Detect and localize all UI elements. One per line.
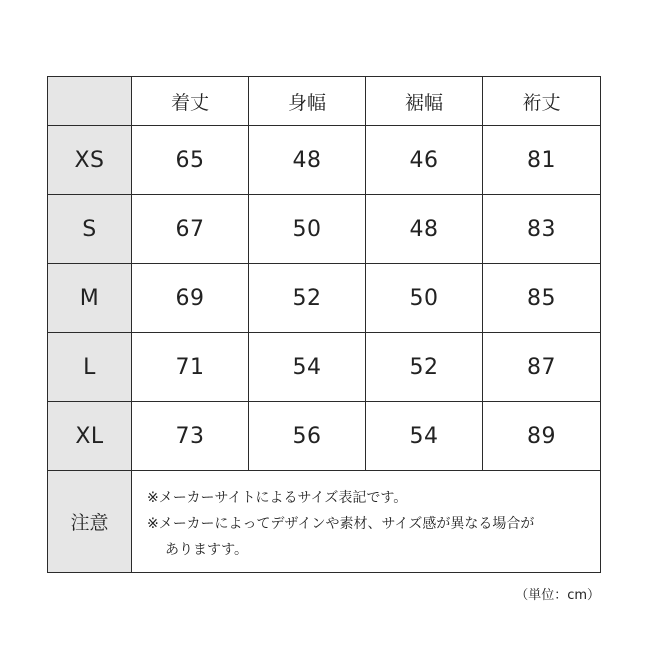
notes-row: [48, 471, 601, 573]
size-label-cell: XL: [48, 402, 132, 471]
header-row: [48, 77, 601, 126]
size-label-cell: M: [48, 264, 132, 333]
header-cell-body-width: 身幅: [249, 77, 366, 126]
value-cell: 65: [132, 126, 249, 195]
value-cell: 73: [132, 402, 249, 471]
table-row: [48, 333, 601, 402]
table-row: [48, 264, 601, 333]
unit-label: （単位：cm）: [515, 588, 600, 603]
value-cell: 50: [366, 264, 483, 333]
value-cell: 89: [483, 402, 601, 471]
size-label-cell: XS: [48, 126, 132, 195]
size-label-cell: L: [48, 333, 132, 402]
value-cell: 48: [249, 126, 366, 195]
value-cell: 48: [366, 195, 483, 264]
notes-body-cell: [132, 471, 601, 573]
value-cell: 56: [249, 402, 366, 471]
table-row: [48, 126, 601, 195]
value-cell: 81: [483, 126, 601, 195]
notes-label-cell: 注意: [48, 471, 132, 573]
size-table: [47, 76, 601, 573]
header-cell-sleeve-length: 裄丈: [483, 77, 601, 126]
value-cell: 54: [366, 402, 483, 471]
note-line: ありますす。: [165, 542, 249, 558]
value-cell: 46: [366, 126, 483, 195]
header-corner-cell: [48, 77, 132, 126]
value-cell: 87: [483, 333, 601, 402]
table-row: [48, 402, 601, 471]
note-line: ※メーカーサイトによるサイズ表記です。: [147, 490, 408, 506]
value-cell: 52: [249, 264, 366, 333]
size-label-cell: S: [48, 195, 132, 264]
value-cell: 50: [249, 195, 366, 264]
table-row: [48, 195, 601, 264]
value-cell: 85: [483, 264, 601, 333]
value-cell: 71: [132, 333, 249, 402]
value-cell: 69: [132, 264, 249, 333]
note-line: ※メーカーによってデザインや素材、サイズ感が異なる場合が: [147, 516, 535, 532]
value-cell: 67: [132, 195, 249, 264]
header-cell-hem-width: 裾幅: [366, 77, 483, 126]
value-cell: 54: [249, 333, 366, 402]
value-cell: 83: [483, 195, 601, 264]
header-cell-length: 着丈: [132, 77, 249, 126]
value-cell: 52: [366, 333, 483, 402]
